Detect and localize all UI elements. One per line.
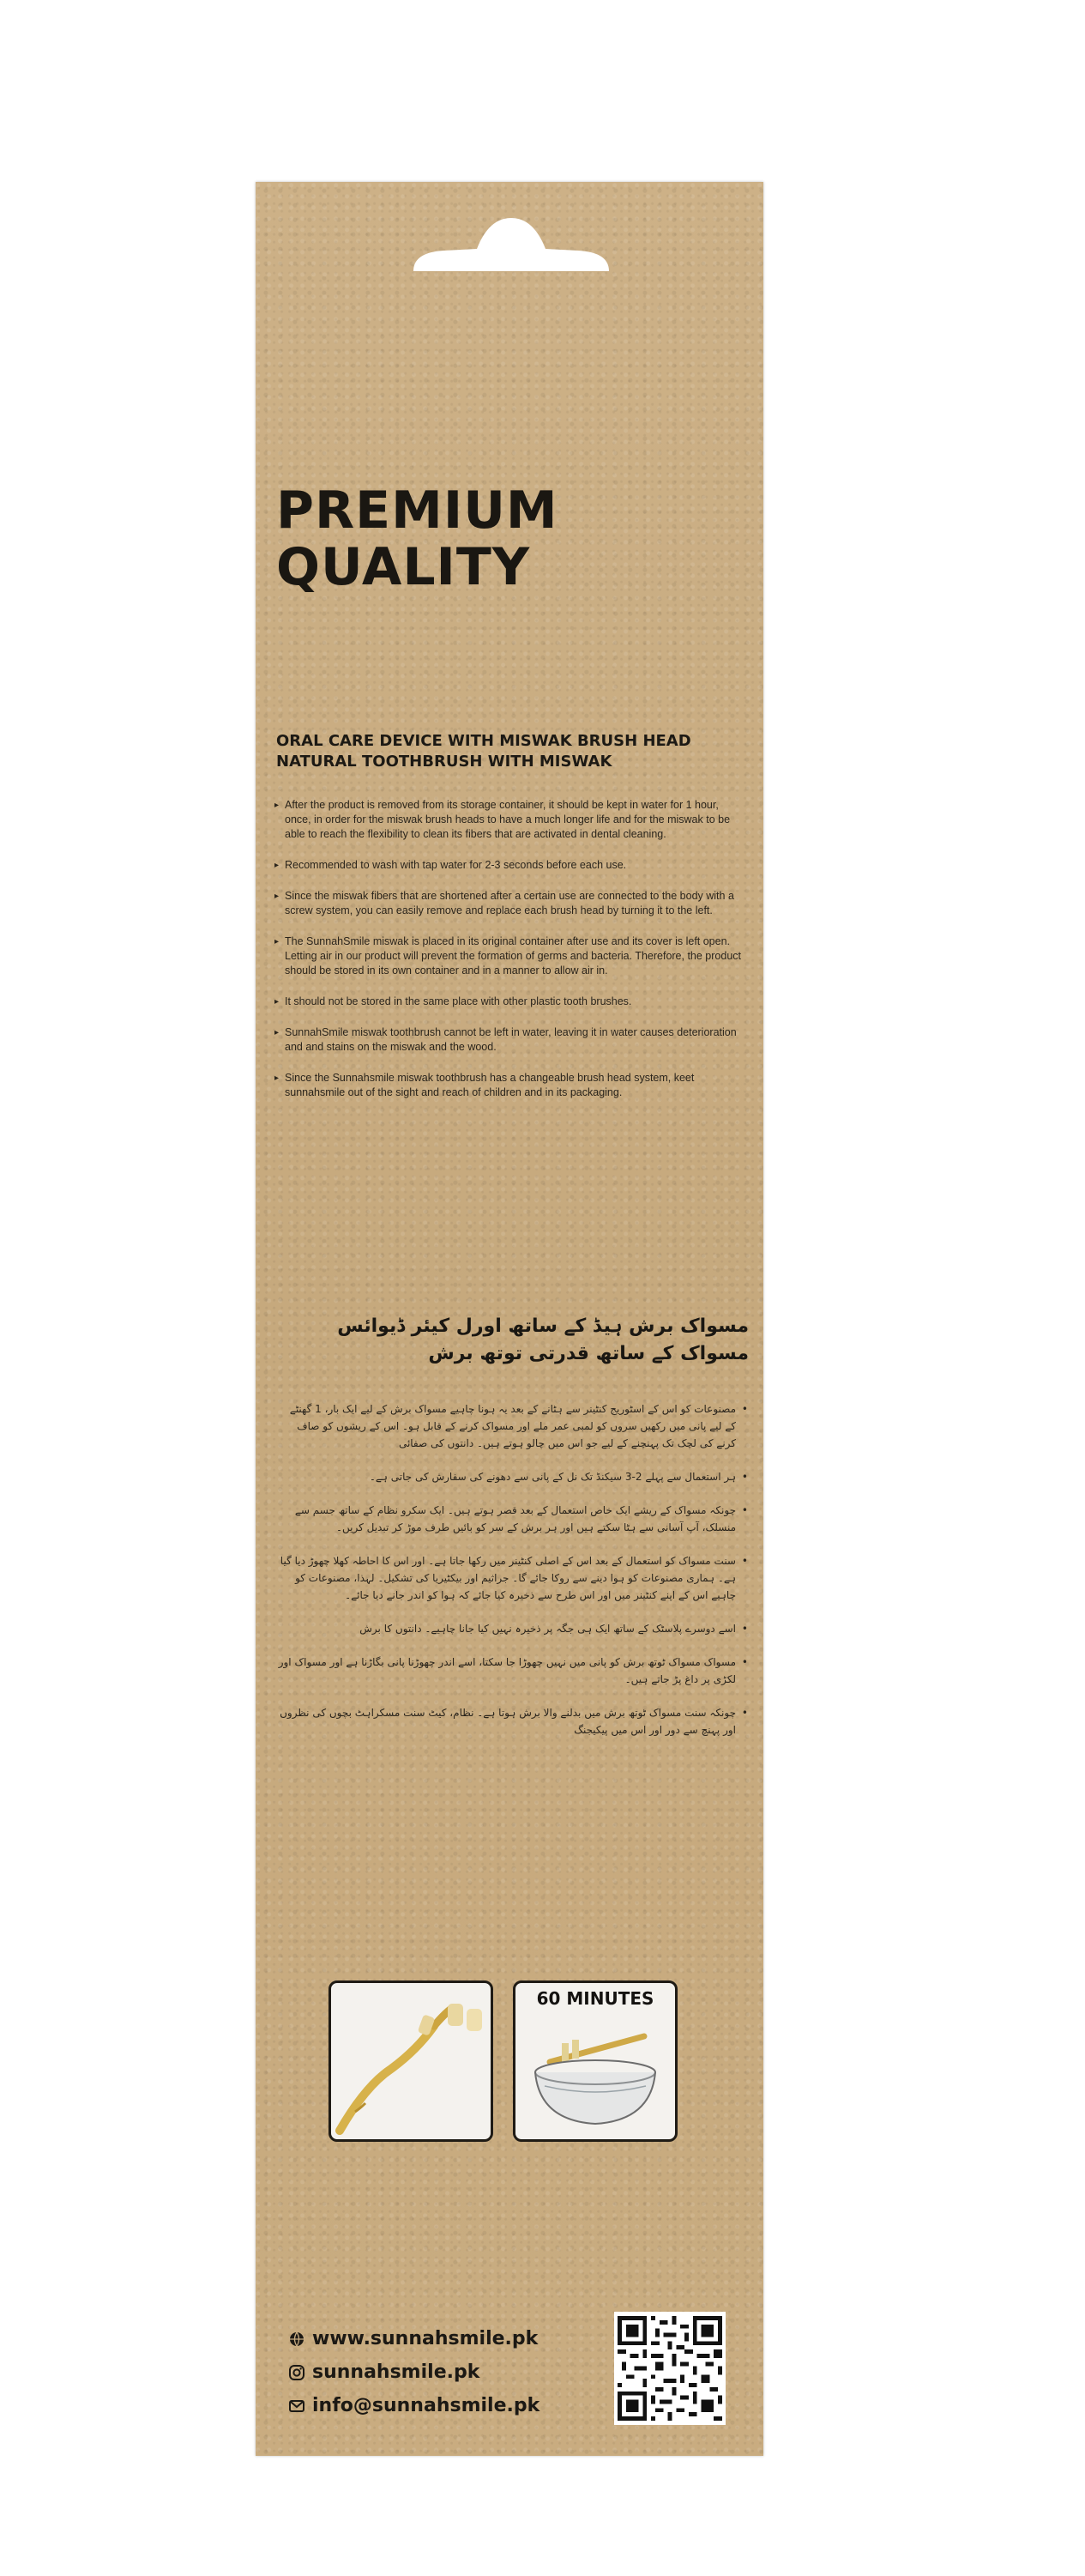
urdu-instructions [276,1400,748,1755]
packaging-card [256,182,763,2456]
instruction-en-5: ▸ It should not be stored in the same place with other plastic tooth brushes. [276,995,746,1009]
headline-line-2: QUALITY [276,537,531,597]
urdu-title-line-2: مسواک کے ساتھ قدرتی توتھ برش [428,1343,749,1364]
instruction-en-4: ▸ The SunnahSmile miswak is placed in its original container after use and its cover is left open. Letting air in our product will prevent the formation of germs and bacteria. Therefore, the product should be stored in its own container and in a manner to allow air in. [276,934,746,978]
contact-website-text: www.sunnahsmile.pk [312,2328,539,2349]
subhead-line-1: ORAL CARE DEVICE WITH MISWAK BRUSH HEAD [276,732,691,750]
instruction-ur-7: • چونکہ سنت مسواک ٹوتھ برش میں بدلنے والا برش ہوتا ہے۔ نظام، کیٹ سنت مسکراہٹ بچوں کی نظروں اور پہنچ سے دور اور اس میں پیکیجنگ [276,1704,748,1738]
instruction-ur-2: • ہر استعمال سے پہلے 2-3 سیکنڈ تک نل کے پانی سے دھونے کی سفارش کی جاتی ہے۔ [276,1468,748,1485]
timer-label: 60 MINUTES [536,1988,654,2009]
instruction-en-6: ▸ SunnahSmile miswak toothbrush cannot be left in water, leaving it in water causes deterioration and and stains on the miswak and the wood. [276,1025,746,1055]
globe-icon [288,2331,305,2348]
qr-code[interactable] [614,2312,726,2425]
contact-website[interactable] [288,2322,539,2355]
instruction-ur-4: • سنت مسواک کو استعمال کے بعد اس کے اصلی کنٹینر میں رکھا جاتا ہے۔ اور اس کا احاطہ کھلا چھوڑ دیا گیا ہے۔ ہماری مصنوعات کو ہوا دینے سے روکا جائے گا۔ جراثیم اور بیکٹیریا کی تشکیل۔ لہذا، مصنوعات کو چاہیے اس کے اپنے کنٹینر میں اور اس طرح سے ذخیرہ کیا جائے کہ ہوا کو اندر جانے دیا جائے۔ [276,1552,748,1604]
qr-code-icon [618,2315,722,2422]
miswak-brush-icon [331,1983,491,2139]
instruction-en-1: ▸ After the product is removed from its storage container, it should be kept in water for 1 hour, once, in order for the miswak brush heads to have a much longer life and for the miswak to be able to reach the flexibility to clean its fibers that are activated in dental cleaning. [276,798,746,842]
instruction-ur-3: • چونکہ مسواک کے ریشے ایک خاص استعمال کے بعد قصر ہوتے ہیں۔ ایک سکرو نظام کے ساتھ جسم سے منسلک، آپ آسانی سے ہٹا سکتے ہیں اور ہر برش کے سر کو بائیں طرف موڑ کر تبدیل کریں۔ [276,1502,748,1536]
headline-line-1: PREMIUM [276,481,558,541]
instruction-ur-5: • اسے دوسرے پلاسٹک کے ساتھ ایک ہی جگہ پر ذخیرہ نہیں کیا جانا چاہیے۔ دانتوں کا برش [276,1620,748,1637]
contact-email[interactable] [288,2389,539,2422]
instruction-en-7: ▸ Since the Sunnahsmile miswak toothbrush has a changeable brush head system, keet sunnahsmile out of the sight and reach of children and in its packaging. [276,1071,746,1100]
headline [276,482,619,596]
instagram-icon [288,2364,305,2381]
contact-instagram-text: sunnahsmile.pk [312,2361,480,2383]
urdu-title [281,1313,749,1368]
contact-email-text: info@sunnahsmile.pk [312,2395,540,2416]
subhead-line-2: NATURAL TOOTHBRUSH WITH MISWAK [276,753,612,771]
instruction-en-2: ▸ Recommended to wash with tap water for 2-3 seconds before each use. [276,858,746,873]
contact-instagram[interactable] [288,2355,539,2389]
hang-hole [410,215,612,273]
water-bowl-icon [515,1983,675,2139]
english-instructions [276,798,746,1116]
subhead [276,731,756,772]
mail-icon [288,2398,305,2415]
instruction-ur-6: • مسواک مسواک ٹوتھ برش کو پانی میں نہیں چھوڑا جا سکتا، اسے اندر چھوڑنا پانی بگاڑنا ہے اور مسواک اور لکڑی پر داغ پڑ جاتے ہیں۔ [276,1654,748,1688]
soak-timer-illustration [513,1980,678,2142]
instruction-ur-1: • مصنوعات کو اس کے اسٹوریج کنٹینر سے ہٹانے کے بعد یہ ہونا چاہیے مسواک برش کے لیے ایک بار، 1 گھنٹے کے لیے پانی میں رکھیں سروں کو لمبی عمر ملے اور مسواک کرنے کے قابل ہو۔ اس کے ریشوں کو صاف کرنے کی لچک تک پہنچنے کے لیے جو اس میں چالو ہوتے ہیں۔ دانتوں کی صفائی [276,1400,748,1452]
contact-list [288,2322,539,2422]
instruction-en-3: ▸ Since the miswak fibers that are shortened after a certain use are connected to the body with a screw system, you can easily remove and replace each brush head by turning it to the left. [276,889,746,918]
urdu-title-line-1: مسواک برش ہیڈ کے ساتھ اورل کیئر ڈیوائس [337,1315,749,1337]
miswak-brush-illustration [329,1980,493,2142]
